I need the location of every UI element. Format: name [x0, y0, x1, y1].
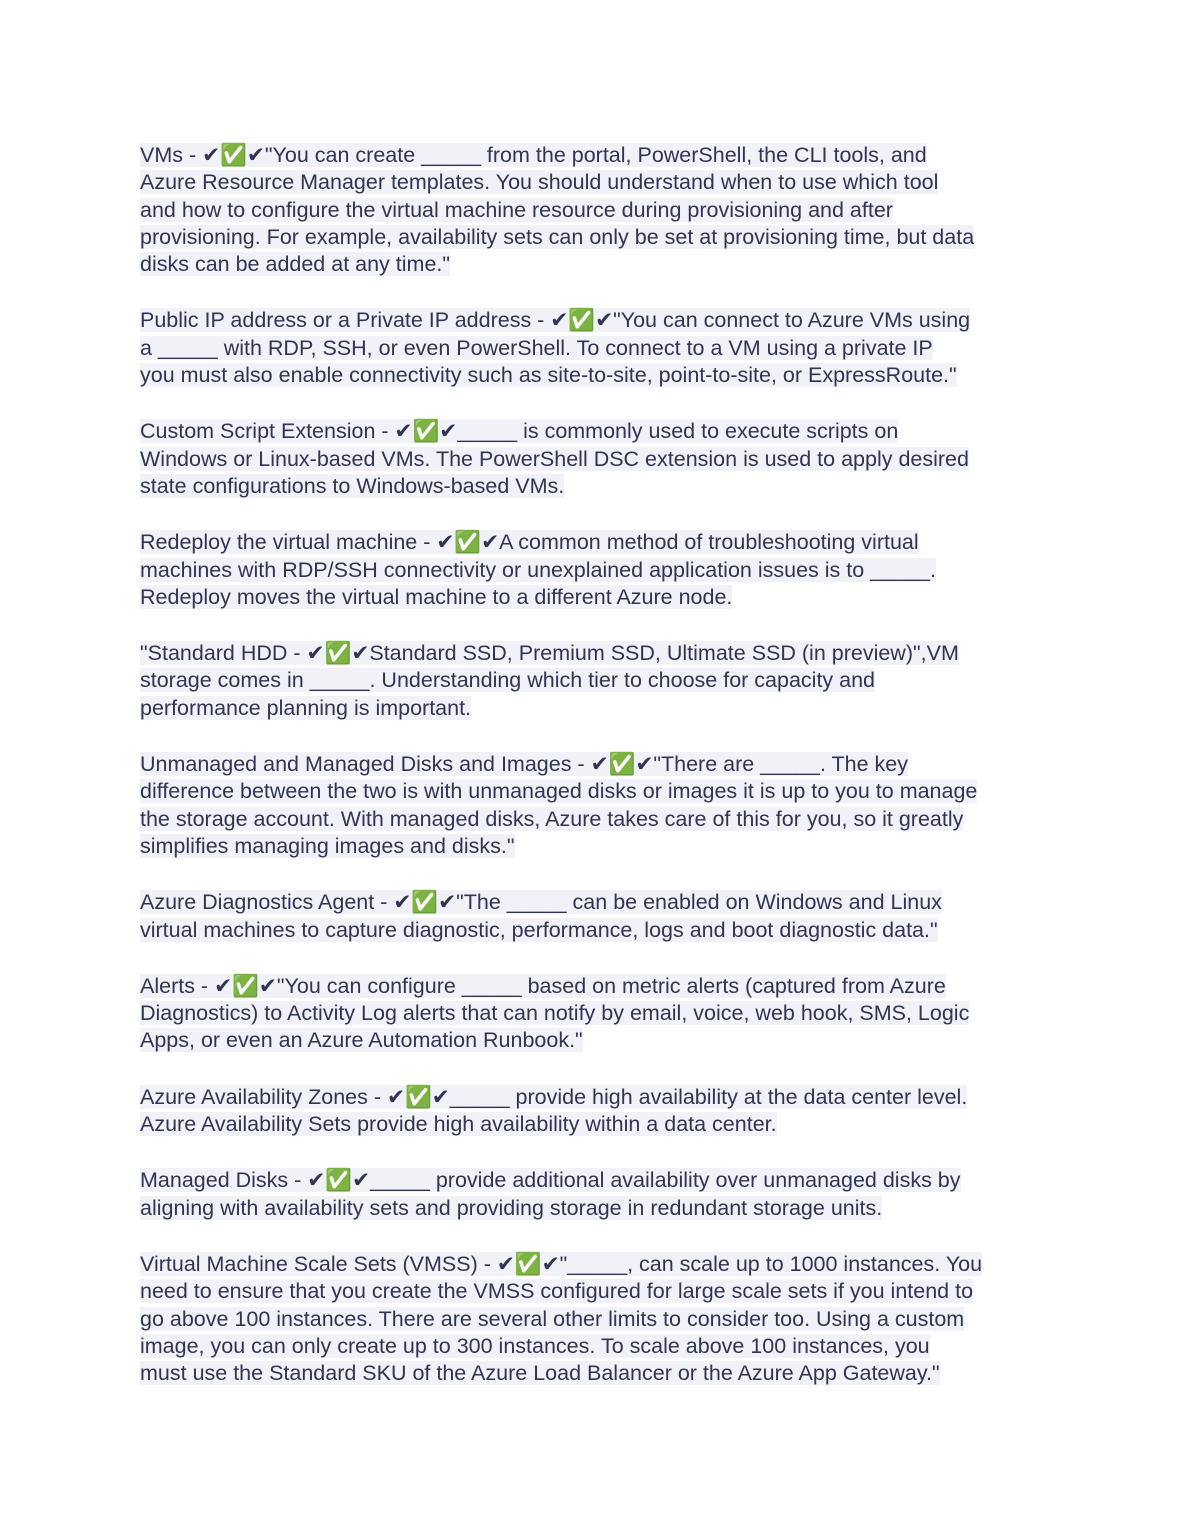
text-line: must use the Standard SKU of the Azure Load Balancer or the Azure App Gateway.": [140, 1361, 940, 1386]
text-line: provisioning. For example, availability sets can only be set at provisioning time, but data: [140, 224, 975, 249]
flashcard-vmss: [140, 1251, 1060, 1387]
text-line: Azure Resource Manager templates. You should understand when to use which tool: [140, 170, 939, 195]
flashcard-storage-tiers: [140, 640, 1060, 722]
text-line: the storage account. With managed disks, Azure takes care of this for you, so it greatly: [140, 806, 964, 831]
text-line: Diagnostics) to Activity Log alerts that can notify by email, voice, web hook, SMS, Logic: [140, 1001, 970, 1026]
text-line: VMs - ✔✅✔"You can create _____ from the portal, PowerShell, the CLI tools, and: [140, 143, 927, 167]
text-line: and how to configure the virtual machine resource during provisioning and after: [140, 197, 893, 222]
text-line: disks can be added at any time.": [140, 252, 451, 277]
text-line: go above 100 instances. There are several other limits to consider too. Using a custom: [140, 1306, 965, 1331]
text-line: Azure Availability Zones - ✔✅✔_____ provide high availability at the data center level.: [140, 1084, 968, 1109]
text-line: Virtual Machine Scale Sets (VMSS) - ✔✅✔"_____, can scale up to 1000 instances. You: [140, 1251, 983, 1276]
text-line: storage comes in _____. Understanding which tier to choose for capacity and: [140, 668, 876, 693]
text-line: virtual machines to capture diagnostic, performance, logs and boot diagnostic data.": [140, 917, 938, 942]
text-line: performance planning is important.: [140, 695, 472, 720]
text-line: Windows or Linux-based VMs. The PowerShell DSC extension is used to apply desired: [140, 446, 969, 471]
text-line: Alerts - ✔✅✔"You can configure _____ based on metric alerts (captured from Azure: [140, 973, 946, 998]
text-line: Redeploy the virtual machine - ✔✅✔A common method of troubleshooting virtual: [140, 530, 919, 555]
text-line: Redeploy moves the virtual machine to a different Azure node.: [140, 584, 733, 609]
text-line: simplifies managing images and disks.": [140, 833, 515, 858]
flashcard-availability-zones: [140, 1084, 1060, 1139]
text-line: need to ensure that you create the VMSS configured for large scale sets if you intend to: [140, 1279, 974, 1304]
flashcard-diagnostics-agent: [140, 889, 1060, 944]
flashcard-redeploy: [140, 529, 1060, 611]
text-line: Apps, or even an Azure Automation Runbook.": [140, 1028, 583, 1053]
flashcard-vms: [140, 142, 1060, 278]
text-line: image, you can only create up to 300 instances. To scale above 100 instances, you: [140, 1333, 930, 1358]
text-line: "Standard HDD - ✔✅✔Standard SSD, Premium SSD, Ultimate SSD (in preview)",VM: [140, 641, 959, 666]
text-line: Azure Availability Sets provide high availability within a data center.: [140, 1112, 777, 1137]
text-line: Azure Diagnostics Agent - ✔✅✔"The _____ can be enabled on Windows and Linux: [140, 890, 942, 915]
flashcard-custom-script-extension: [140, 418, 1060, 500]
text-line: Unmanaged and Managed Disks and Images - ✔✅✔"There are _____. The key: [140, 752, 909, 777]
flashcard-ip-address: [140, 307, 1060, 389]
text-line: a _____ with RDP, SSH, or even PowerShell. To connect to a VM using a private IP: [140, 335, 933, 360]
text-line: you must also enable connectivity such as site-to-site, point-to-site, or ExpressRoute.": [140, 363, 957, 388]
flashcard-alerts: [140, 973, 1060, 1055]
flashcard-managed-disks-images: [140, 751, 1060, 860]
document-page: [140, 142, 1060, 1416]
flashcard-managed-disks: [140, 1167, 1060, 1222]
text-line: state configurations to Windows-based VMs.: [140, 473, 565, 498]
text-line: machines with RDP/SSH connectivity or unexplained application issues is to _____.: [140, 557, 936, 582]
text-line: Managed Disks - ✔✅✔_____ provide additional availability over unmanaged disks by: [140, 1168, 961, 1193]
text-line: aligning with availability sets and providing storage in redundant storage units.: [140, 1195, 883, 1220]
text-line: difference between the two is with unmanaged disks or images it is up to you to manage: [140, 779, 978, 804]
text-line: Custom Script Extension - ✔✅✔_____ is commonly used to execute scripts on: [140, 419, 899, 444]
text-line: Public IP address or a Private IP address - ✔✅✔"You can connect to Azure VMs using: [140, 308, 971, 333]
